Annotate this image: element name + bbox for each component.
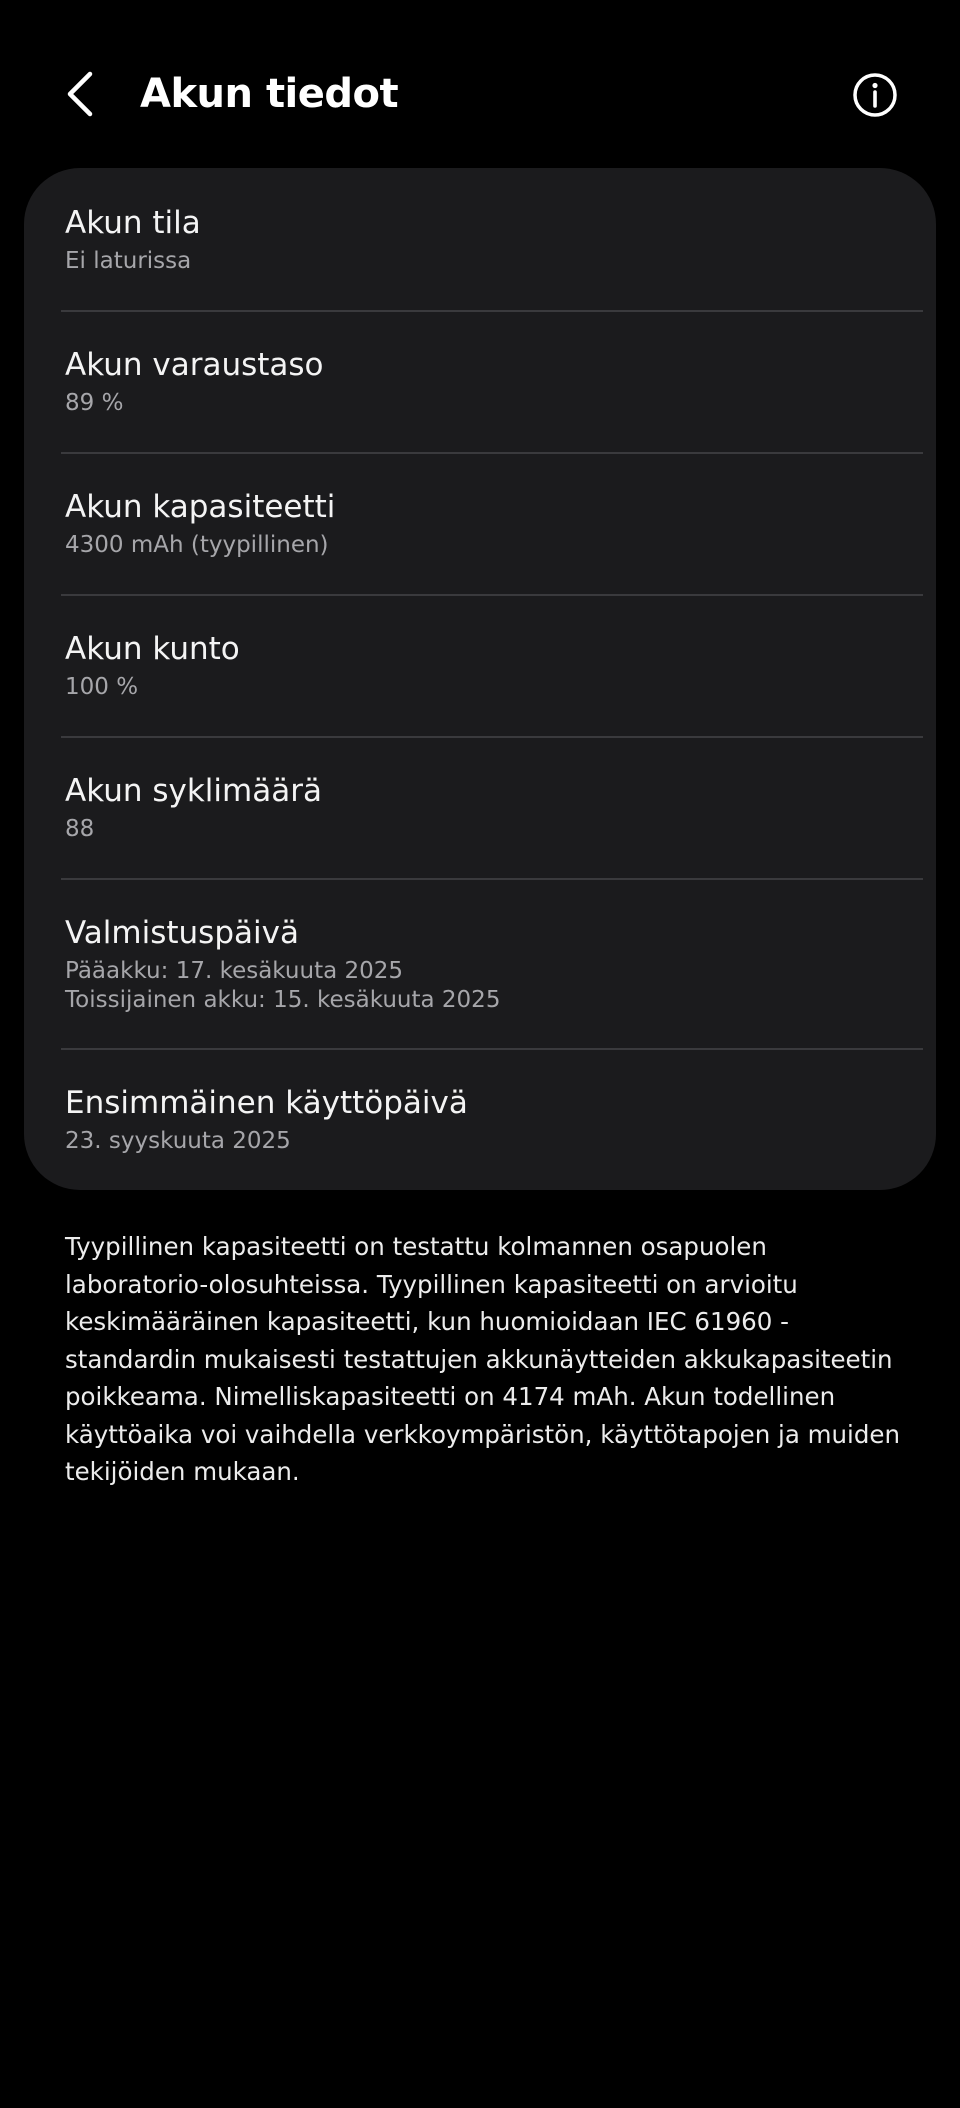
list-item-title: Akun syklimäärä (65, 773, 322, 809)
list-item-value: 89 % (65, 390, 124, 416)
list-item-value-primary: Pääakku: 17. kesäkuuta 2025 (65, 958, 404, 984)
list-item-title: Akun tila (65, 205, 201, 241)
list-item-cycle-count[interactable] (24, 738, 936, 878)
list-item-first-use-date[interactable] (24, 1050, 936, 1190)
info-circle-icon (846, 66, 904, 124)
list-item-value: Ei laturissa (65, 248, 192, 274)
list-item-title: Valmistuspäivä (65, 915, 299, 951)
app-bar (0, 0, 960, 168)
list-item-title: Akun varaustaso (65, 347, 324, 383)
list-item-title: Akun kapasiteetti (65, 489, 336, 525)
list-item-title: Ensimmäinen käyttöpäivä (65, 1085, 468, 1121)
list-item-battery-level[interactable] (24, 312, 936, 452)
capacity-footnote: Tyypillinen kapasiteetti on testattu kolmannen osapuolen laboratorio-olosuhteissa. Tyypillinen kapasiteetti on arvioitu keskimääräinen kapasiteetti, kun huomioidaan IEC 61960 -standardin mukaisesti testattujen akkunäytteiden akkukapasiteetin poikkeama. Nimelliskapasiteetti on 4174 mAh. Akun todellinen käyttöaika voi vaihdella verkkoympäristön, käyttötapojen ja muiden tekijöiden mukaan. (65, 1232, 901, 1486)
page-title: Akun tiedot (140, 71, 399, 117)
list-item-value: 100 % (65, 674, 139, 700)
list-item-battery-capacity[interactable] (24, 454, 936, 594)
list-item-value: 88 (65, 816, 95, 842)
chevron-left-icon (52, 60, 108, 128)
list-item-value-secondary: Toissijainen akku: 15. kesäkuuta 2025 (65, 987, 501, 1013)
list-item-title: Akun kunto (65, 631, 240, 667)
list-item-value: 4300 mAh (tyypillinen) (65, 532, 329, 558)
list-item-manufacture-date[interactable] (24, 880, 936, 1048)
list-item-value: 23. syyskuuta 2025 (65, 1128, 291, 1154)
list-item-battery-status[interactable] (24, 168, 936, 310)
info-button[interactable] (846, 66, 904, 124)
list-item-battery-health[interactable] (24, 596, 936, 736)
back-button[interactable] (52, 60, 108, 128)
battery-info-card (24, 168, 936, 1190)
